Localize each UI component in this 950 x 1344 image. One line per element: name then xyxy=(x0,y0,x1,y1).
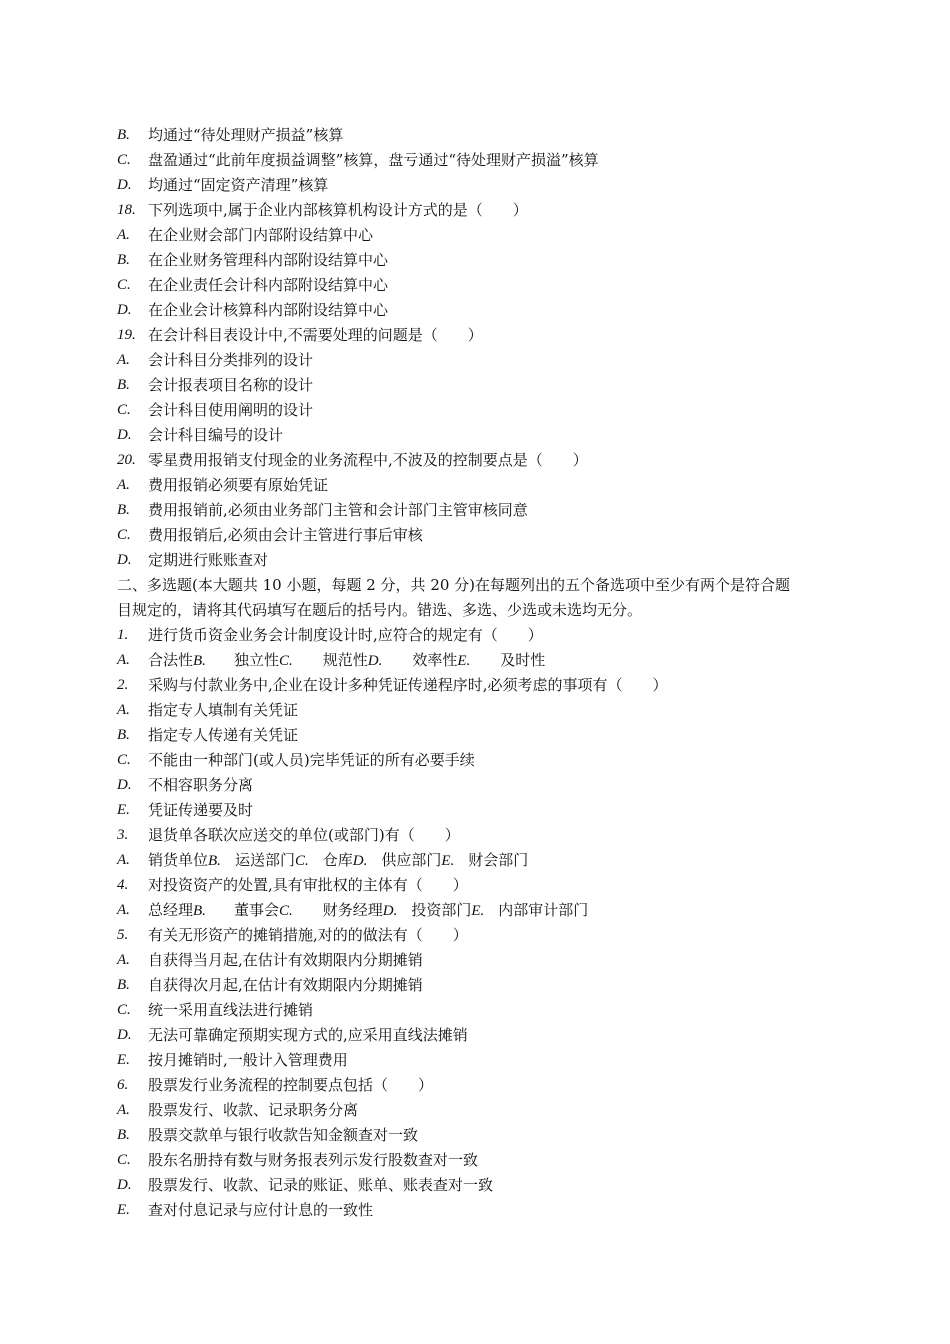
question-number: 4. xyxy=(117,877,129,893)
option-marker-c: C. xyxy=(294,853,309,869)
question-4 xyxy=(0,873,950,898)
option-d: 供应部门 xyxy=(381,851,442,869)
item-text: 不能由一种部门(或人员)完毕凭证的所有必要手续 xyxy=(148,751,475,769)
item-marker: D. xyxy=(117,552,132,568)
option-a: 总经理 xyxy=(148,901,194,919)
item-marker: B. xyxy=(117,127,130,143)
question-number: 20. xyxy=(117,452,136,468)
item-marker: A. xyxy=(117,352,130,368)
option-marker-c: C. xyxy=(278,903,293,919)
question-1 xyxy=(0,623,950,648)
option-c: 仓库 xyxy=(322,851,353,869)
list-item xyxy=(0,173,950,198)
item-text: 股票发行、收款、记录的账证、账单、账表查对一致 xyxy=(148,1176,494,1194)
item-text: 在企业财务管理科内部附设结算中心 xyxy=(148,251,389,269)
list-item xyxy=(0,298,950,323)
option-c: 财务经理 xyxy=(322,901,383,919)
option-marker-d: D. xyxy=(367,653,383,669)
option-c: 规范性 xyxy=(322,651,368,669)
list-item xyxy=(0,723,950,748)
list-item xyxy=(0,348,950,373)
question-text: 有关无形资产的摊销措施,对的的做法有（ ） xyxy=(148,926,468,944)
list-item xyxy=(0,498,950,523)
question-20 xyxy=(0,448,950,473)
list-item xyxy=(0,548,950,573)
question-text: 股票发行业务流程的控制要点包括（ ） xyxy=(148,1076,434,1094)
question-6 xyxy=(0,1073,950,1098)
inline-options-text xyxy=(148,648,545,674)
item-marker: B. xyxy=(117,502,130,518)
option-marker-c: C. xyxy=(278,653,293,669)
question-5 xyxy=(0,923,950,948)
item-text: 会计科目使用阐明的设计 xyxy=(148,401,314,419)
item-marker: C. xyxy=(117,752,131,768)
list-item xyxy=(0,773,950,798)
list-item xyxy=(0,998,950,1023)
question-text: 进行货币资金业务会计制度设计时,应符合的规定有（ ） xyxy=(148,626,543,644)
option-marker-e: E. xyxy=(471,903,485,919)
section-heading xyxy=(0,573,950,598)
option-d: 投资部门 xyxy=(411,901,472,919)
list-item xyxy=(0,698,950,723)
option-marker-b: B. xyxy=(193,653,206,669)
item-text: 定期进行账账查对 xyxy=(148,551,269,569)
section-heading-line-2: 目规定的，请将其代码填写在题后的括号内。错选、多选、少选或未选均无分。 xyxy=(117,601,643,619)
item-text: 自获得次月起,在估计有效期限内分期摊销 xyxy=(148,976,423,994)
option-b: 运送部门 xyxy=(234,851,295,869)
item-text: 在企业财会部门内部附设结算中心 xyxy=(148,226,374,244)
option-e: 内部审计部门 xyxy=(498,901,589,919)
question-text: 对投资资产的处置,具有审批权的主体有（ ） xyxy=(148,876,468,894)
item-text: 费用报销前,必须由业务部门主管和会计部门主管审核同意 xyxy=(148,501,528,519)
item-text: 指定专人填制有关凭证 xyxy=(148,701,299,719)
option-d: 效率性 xyxy=(412,651,458,669)
item-text: 在企业责任会计科内部附设结算中心 xyxy=(148,276,389,294)
option-marker-d: D. xyxy=(352,853,368,869)
item-text: 股东名册持有数与财务报表列示发行股数查对一致 xyxy=(148,1151,479,1169)
item-text: 查对付息记录与应付计息的一致性 xyxy=(148,1201,374,1219)
list-item xyxy=(0,523,950,548)
list-item xyxy=(0,1198,950,1223)
item-marker: A. xyxy=(117,702,130,718)
option-marker-a: A. xyxy=(117,852,130,868)
question-text: 退货单各联次应送交的单位(或部门)有（ ） xyxy=(148,826,460,844)
item-marker: A. xyxy=(117,952,130,968)
inline-options xyxy=(0,898,950,923)
list-item xyxy=(0,1173,950,1198)
option-marker-b: B. xyxy=(193,903,206,919)
item-text: 指定专人传递有关凭证 xyxy=(148,726,299,744)
item-text: 股票交款单与银行收款告知金额查对一致 xyxy=(148,1126,419,1144)
item-text: 费用报销后,必须由会计主管进行事后审核 xyxy=(148,526,423,544)
item-text: 会计科目分类排列的设计 xyxy=(148,351,314,369)
item-text: 统一采用直线法进行摊销 xyxy=(148,1001,314,1019)
option-a: 合法性 xyxy=(148,651,194,669)
list-item xyxy=(0,748,950,773)
list-item xyxy=(0,1123,950,1148)
option-e: 及时性 xyxy=(500,651,546,669)
item-text: 均通过“固定资产清理”核算 xyxy=(148,176,329,194)
item-marker: A. xyxy=(117,227,130,243)
section-heading-cont xyxy=(0,598,950,623)
list-item xyxy=(0,248,950,273)
inline-options xyxy=(0,648,950,673)
question-number: 19. xyxy=(117,327,136,343)
item-marker: D. xyxy=(117,177,132,193)
item-marker: C. xyxy=(117,1152,131,1168)
item-marker: B. xyxy=(117,977,130,993)
item-text: 在企业会计核算科内部附设结算中心 xyxy=(148,301,389,319)
item-text: 无法可靠确定预期实现方式的,应采用直线法摊销 xyxy=(148,1026,468,1044)
question-text: 采购与付款业务中,企业在设计多种凭证传递程序时,必须考虑的事项有（ ） xyxy=(148,676,668,694)
option-e: 财会部门 xyxy=(468,851,529,869)
item-text: 费用报销必须要有原始凭证 xyxy=(148,476,329,494)
item-marker: D. xyxy=(117,1027,132,1043)
item-marker: A. xyxy=(117,477,130,493)
list-item xyxy=(0,123,950,148)
item-marker: E. xyxy=(117,802,130,818)
item-marker: C. xyxy=(117,277,131,293)
section-heading-line-1: 二、多选题(本大题共 10 小题，每题 2 分，共 20 分)在每题列出的五个备选项中至少有两个是符合题 xyxy=(117,576,791,594)
option-b: 独立性 xyxy=(233,651,279,669)
item-marker: A. xyxy=(117,1102,130,1118)
question-text: 在会计科目表设计中,不需要处理的问题是（ ） xyxy=(148,326,483,344)
item-marker: B. xyxy=(117,252,130,268)
item-marker: C. xyxy=(117,1002,131,1018)
item-marker: D. xyxy=(117,427,132,443)
question-3 xyxy=(0,823,950,848)
item-text: 股票发行、收款、记录职务分离 xyxy=(148,1101,359,1119)
question-number: 6. xyxy=(117,1077,129,1093)
inline-options-text xyxy=(148,848,528,874)
document-page xyxy=(0,123,950,1223)
inline-options xyxy=(0,848,950,873)
question-number: 3. xyxy=(117,827,129,843)
question-number: 1. xyxy=(117,627,129,643)
item-text: 会计科目编号的设计 xyxy=(148,426,284,444)
question-text: 下列选项中,属于企业内部核算机构设计方式的是（ ） xyxy=(148,201,528,219)
item-marker: C. xyxy=(117,527,131,543)
list-item xyxy=(0,1148,950,1173)
item-marker: D. xyxy=(117,1177,132,1193)
item-marker: B. xyxy=(117,1127,130,1143)
item-text: 均通过“待处理财产损益”核算 xyxy=(148,126,344,144)
list-item xyxy=(0,423,950,448)
question-19 xyxy=(0,323,950,348)
list-item xyxy=(0,398,950,423)
list-item xyxy=(0,948,950,973)
option-marker-d: D. xyxy=(382,903,398,919)
list-item xyxy=(0,473,950,498)
list-item xyxy=(0,798,950,823)
option-a: 销货单位 xyxy=(148,851,209,869)
item-text: 凭证传递要及时 xyxy=(148,801,254,819)
option-marker-b: B. xyxy=(208,853,221,869)
question-18 xyxy=(0,198,950,223)
item-marker: E. xyxy=(117,1202,130,1218)
item-marker: B. xyxy=(117,377,130,393)
item-marker: D. xyxy=(117,302,132,318)
question-number: 18. xyxy=(117,202,136,218)
list-item xyxy=(0,273,950,298)
option-marker-e: E. xyxy=(457,653,471,669)
list-item xyxy=(0,1023,950,1048)
list-item xyxy=(0,1098,950,1123)
question-number: 2. xyxy=(117,677,129,693)
question-text: 零星费用报销支付现金的业务流程中,不波及的控制要点是（ ） xyxy=(148,451,588,469)
item-marker: C. xyxy=(117,152,131,168)
item-marker: D. xyxy=(117,777,132,793)
question-2 xyxy=(0,673,950,698)
item-text: 会计报表项目名称的设计 xyxy=(148,376,314,394)
inline-options-text xyxy=(148,898,588,924)
question-number: 5. xyxy=(117,927,129,943)
list-item xyxy=(0,373,950,398)
list-item xyxy=(0,973,950,998)
list-item xyxy=(0,223,950,248)
option-marker-a: A. xyxy=(117,902,130,918)
option-b: 董事会 xyxy=(233,901,279,919)
option-marker-a: A. xyxy=(117,652,130,668)
item-text: 按月摊销时,一般计入管理费用 xyxy=(148,1051,348,1069)
item-text: 不相容职务分离 xyxy=(148,776,254,794)
list-item xyxy=(0,1048,950,1073)
item-marker: B. xyxy=(117,727,130,743)
option-marker-e: E. xyxy=(441,853,455,869)
item-text: 盘盈通过“此前年度损益调整”核算，盘亏通过“待处理财产损溢”核算 xyxy=(148,151,599,169)
list-item xyxy=(0,148,950,173)
item-text: 自获得当月起,在估计有效期限内分期摊销 xyxy=(148,951,423,969)
item-marker: C. xyxy=(117,402,131,418)
item-marker: E. xyxy=(117,1052,130,1068)
